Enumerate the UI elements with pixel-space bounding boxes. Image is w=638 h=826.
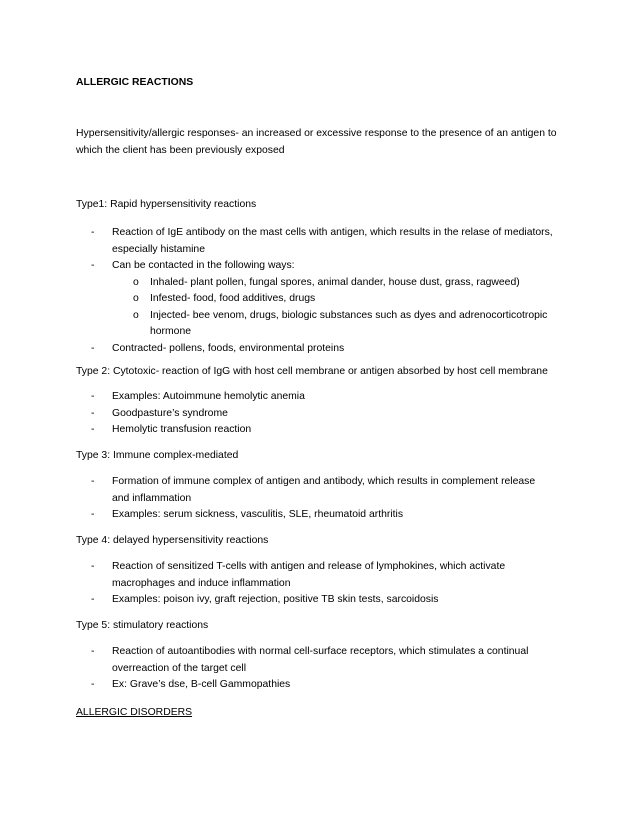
- document-title: ALLERGIC REACTIONS: [76, 77, 194, 88]
- type1-heading: Type1: Rapid hypersensitivity reactions: [76, 199, 257, 210]
- list-item: [76, 677, 576, 694]
- circle-bullet-icon: o: [133, 309, 139, 321]
- sub-list-item-text: Infested- food, food additives, drugs: [150, 293, 316, 304]
- list-item: [76, 258, 576, 341]
- dash-marker: -: [91, 594, 95, 605]
- list-item-text: Hemolytic transfusion reaction: [112, 424, 252, 435]
- list-item-text: Can be contacted in the following ways:: [112, 260, 295, 271]
- type3-heading: Type 3: Immune complex-mediated: [76, 450, 239, 461]
- list-item-text: Examples: Autoimmune hemolytic anemia: [112, 391, 305, 402]
- sub-list-item: [112, 291, 576, 308]
- type2-heading: Type 2: Cytotoxic- reaction of IgG with host cell membrane or antigen absorbed by host cell membrane: [76, 366, 548, 377]
- list-item-text: Reaction of sensitized T-cells with antigen and release of lymphokines, which activate: [112, 561, 506, 572]
- dash-marker: -: [91, 342, 95, 354]
- sub-list: [112, 275, 576, 341]
- sub-list-item-text: Injected- bee venom, drugs, biologic substances such as dyes and adrenocorticotropic: [150, 309, 548, 321]
- list-item: [76, 422, 576, 439]
- dash-marker: -: [91, 391, 95, 402]
- list-item-text: Contracted- pollens, foods, environmental proteins: [112, 342, 345, 354]
- list-item-text: and inflammation: [112, 492, 192, 504]
- type3-list: [76, 474, 576, 524]
- list-item: [76, 474, 576, 507]
- list-item: [76, 559, 576, 592]
- sub-list-item: [112, 308, 576, 341]
- list-item: [76, 406, 576, 423]
- list-item-text: Examples: serum sickness, vasculitis, SLE, rheumatoid arthritis: [112, 509, 404, 520]
- dash-marker: -: [91, 260, 95, 271]
- sub-list-item: [112, 275, 576, 292]
- circle-bullet-icon: o: [133, 293, 139, 304]
- intro-line-2: which the client has been previously exposed: [76, 144, 285, 156]
- dash-marker: -: [91, 646, 95, 657]
- list-item-text: Formation of immune complex of antigen and antibody, which results in complement release: [112, 476, 536, 487]
- sub-list-item-text: hormone: [150, 326, 192, 337]
- dash-marker: -: [91, 509, 95, 520]
- list-item-text: macrophages and induce inflammation: [112, 577, 291, 589]
- dash-marker: -: [91, 561, 95, 572]
- list-item-text: Reaction of autoantibodies with normal cell-surface receptors, which stimulates a continual: [112, 646, 529, 657]
- list-item: [76, 341, 576, 358]
- list-item: [76, 592, 576, 609]
- list-item: [76, 507, 576, 524]
- dash-marker: -: [91, 476, 95, 487]
- circle-bullet-icon: o: [133, 276, 139, 288]
- list-item-text: especially histamine: [112, 243, 205, 255]
- section-title-allergic-disorders: ALLERGIC DISORDERS: [76, 707, 193, 718]
- type1-list: [76, 225, 576, 357]
- type4-heading: Type 4: delayed hypersensitivity reactions: [76, 535, 269, 546]
- dash-marker: -: [91, 407, 95, 419]
- intro-paragraph: [76, 126, 576, 159]
- dash-marker: -: [91, 227, 95, 238]
- dash-marker: -: [91, 424, 95, 435]
- type4-list: [76, 559, 576, 609]
- list-item-text: Goodpasture’s syndrome: [112, 407, 228, 419]
- type5-heading: Type 5: stimulatory reactions: [76, 620, 209, 631]
- list-item: [76, 225, 576, 258]
- list-item-text: Ex: Grave’s dse, B-cell Gammopathies: [112, 679, 291, 690]
- list-item: [76, 389, 576, 406]
- dash-marker: -: [91, 679, 95, 690]
- list-item-text: overreaction of the target cell: [112, 662, 246, 674]
- list-item-text: Reaction of IgE antibody on the mast cells with antigen, which results in the relase of mediators,: [112, 227, 553, 238]
- sub-list-item-text: Inhaled- plant pollen, fungal spores, animal dander, house dust, grass, ragweed): [150, 276, 520, 288]
- list-item-text: Examples: poison ivy, graft rejection, positive TB skin tests, sarcoidosis: [112, 594, 439, 605]
- intro-line-1: Hypersensitivity/allergic responses- an increased or excessive response to the presence of an antigen to: [76, 128, 557, 139]
- type2-list: [76, 389, 576, 439]
- type5-list: [76, 644, 576, 694]
- list-item: [76, 644, 576, 677]
